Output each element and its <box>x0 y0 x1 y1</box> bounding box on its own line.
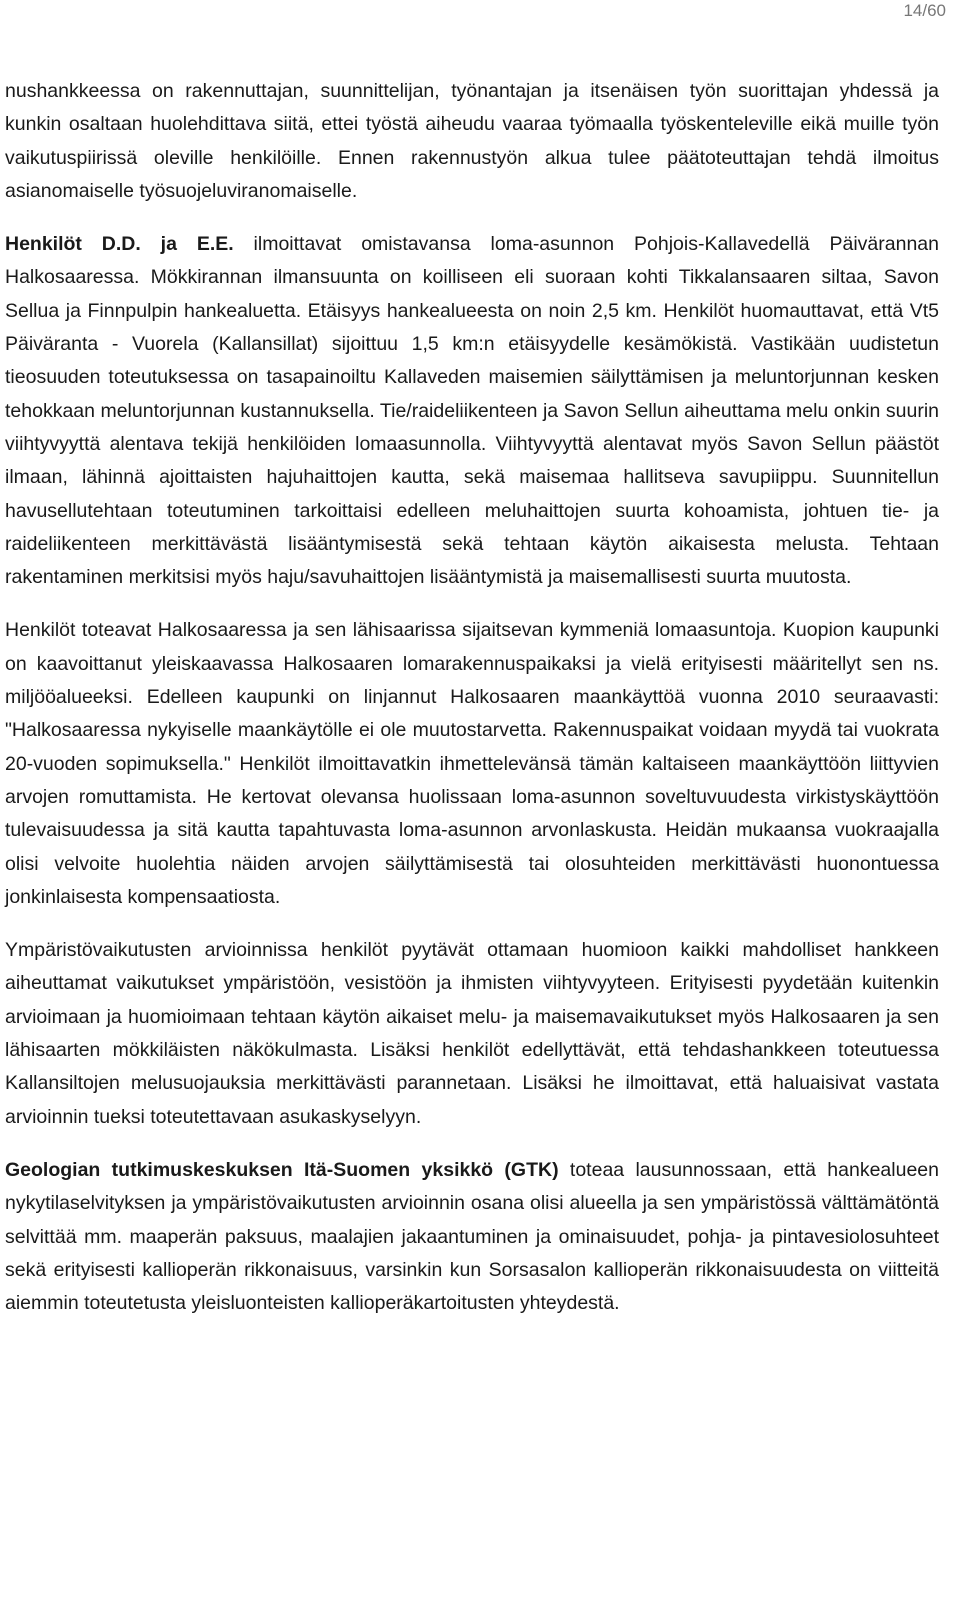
paragraph-2-subject: Henkilöt D.D. ja E.E. <box>5 233 234 256</box>
paragraph-2 <box>5 228 939 594</box>
paragraph-4-text: Ympäristövaikutusten arvioinnissa henkilöt pyytävät ottamaan huomioon kaikki mahdolliset hankkeen aiheuttamat vaikutukset ympäristöön, vesistöön ja ihmisten viihtyvyyteen. Erityisesti pyydetään kuitenkin arvioimaan ja huomioimaan tehtaan käytön aikaiset melu- ja maisemavaikutukset myös Halkosaaren ja sen lähisaarten mökkiläisten näkökulmasta. Lisäksi henkilöt edellyttävät, että tehdashankkeen toteutuessa Kallansiltojen melusuojauksia merkittävästi parannetaan. Lisäksi he ilmoittavat, että haluaisivat vastata arvioinnin tueksi toteutettavaan asukaskyselyyn. <box>5 939 939 1128</box>
paragraph-4 <box>5 934 939 1134</box>
paragraph-1 <box>5 75 939 208</box>
paragraph-3-text: Henkilöt toteavat Halkosaaressa ja sen lähisaarissa sijaitsevan kymmeniä lomaasuntoja. Kuopion kaupunki on kaavoittanut yleiskaavassa Halkosaaren lomarakennuspaikaksi ja vielä erityisesti määritellyt sen ns. miljööalueeksi. Edelleen kaupunki on linjannut Halkosaaren maankäyttöä vuonna 2010 seuraavasti: "Halkosaaressa nykyiselle maankäytölle ei ole muutostarvetta. Rakennuspaikat voidaan myydä tai vuokrata 20-vuoden sopimuksella." Henkilöt ilmoittavatkin ihmettelevänsä tämän kaltaiseen maankäyttöön liittyvien arvojen romuttamista. He kertovat olevansa huolissaan loma-asunnon soveltuvuudesta virkistyskäyttöön tulevaisuudessa ja sitä kautta tapahtuvasta loma-asunnon arvonlaskusta. Heidän mukaansa vuokraajalla olisi velvoite huolehtia näiden arvojen säilyttämisestä tai olosuhteiden merkittävästi huonontuessa jonkinlaisesta kompensaatiosta. <box>5 619 939 908</box>
page-number: 14/60 <box>903 1 946 20</box>
paragraph-2-text: ilmoittavat omistavansa loma-asunnon Pohjois-Kallavedellä Päivärannan Halkosaaressa. Mökkirannan ilmansuunta on koilliseen eli suoraan kohti Tikkalansaaren siltaa, Savon Sellua ja Finnpulpin hankealuetta. Etäisyys hankealueesta on noin 2,5 km. Henkilöt huomauttavat, että Vt5 Päiväranta - Vuorela (Kallansillat) sijoittuu 1,5 km:n etäisyydelle kesämökistä. Vastikään uudistetun tieosuuden toteutuksessa on tasapainoiltu Kallaveden maisemien säilyttämisen ja meluntorjunnan kesken tehokkaan meluntorjunnan kustannuksella. Tie/raideliikenteen ja Savon Sellun aiheuttama melu onkin suurin viihtyvyyttä alentava tekijä henkilöiden lomaasunnolla. Viihtyvyyttä alentavat myös Savon Sellun päästöt ilmaan, lähinnä ajoittaisten hajuhaittojen kautta, sekä maisemaa hallitseva savupiippu. Suunnitellun havusellutehtaan toteutuminen tarkoittaisi edelleen meluhaittojen suurta kohoamista, johtuen tie- ja raideliikenteen merkittävästä lisääntymisestä sekä tehtaan käytön aikaisesta melusta. Tehtaan rakentaminen merkitsisi myös haju/savuhaittojen lisääntymistä ja maisemallisesti suurta muutosta. <box>5 233 939 589</box>
paragraph-5-text: toteaa lausunnossaan, että hankealueen nykytilaselvityksen ja ympäristövaikutusten arvioinnin osana olisi alueella ja sen ympäristössä välttämätöntä selvittää mm. maaperän paksuus, maalajien jakaantuminen ja ominaisuudet, pohja- ja pintavesiolosuhteet sekä erityisesti kallioperän rikkonaisuus, varsinkin kun Sorsasalon kallioperän rikkonaisuudesta on viitteitä aiemmin toteutetusta yleisluonteisten kallioperäkartoitusten yhteydestä. <box>5 1158 939 1315</box>
paragraph-5-subject: Geologian tutkimuskeskuksen Itä-Suomen yksikkö (GTK) <box>5 1158 559 1181</box>
paragraph-5 <box>5 1154 939 1320</box>
document-body <box>5 75 939 1340</box>
paragraph-1-text: nushankkeessa on rakennuttajan, suunnittelijan, työnantajan ja itsenäisen työn suorittajan yhdessä ja kunkin osaltaan huolehdittava siitä, ettei työstä aiheudu vaaraa työmaalla työskenteleville eikä muille työn vaikutuspiirissä oleville henkilöille. Ennen rakennustyön alkua tulee päätoteuttajan tehdä ilmoitus asianomaiselle työsuojeluviranomaiselle. <box>5 80 939 202</box>
paragraph-3 <box>5 614 939 914</box>
